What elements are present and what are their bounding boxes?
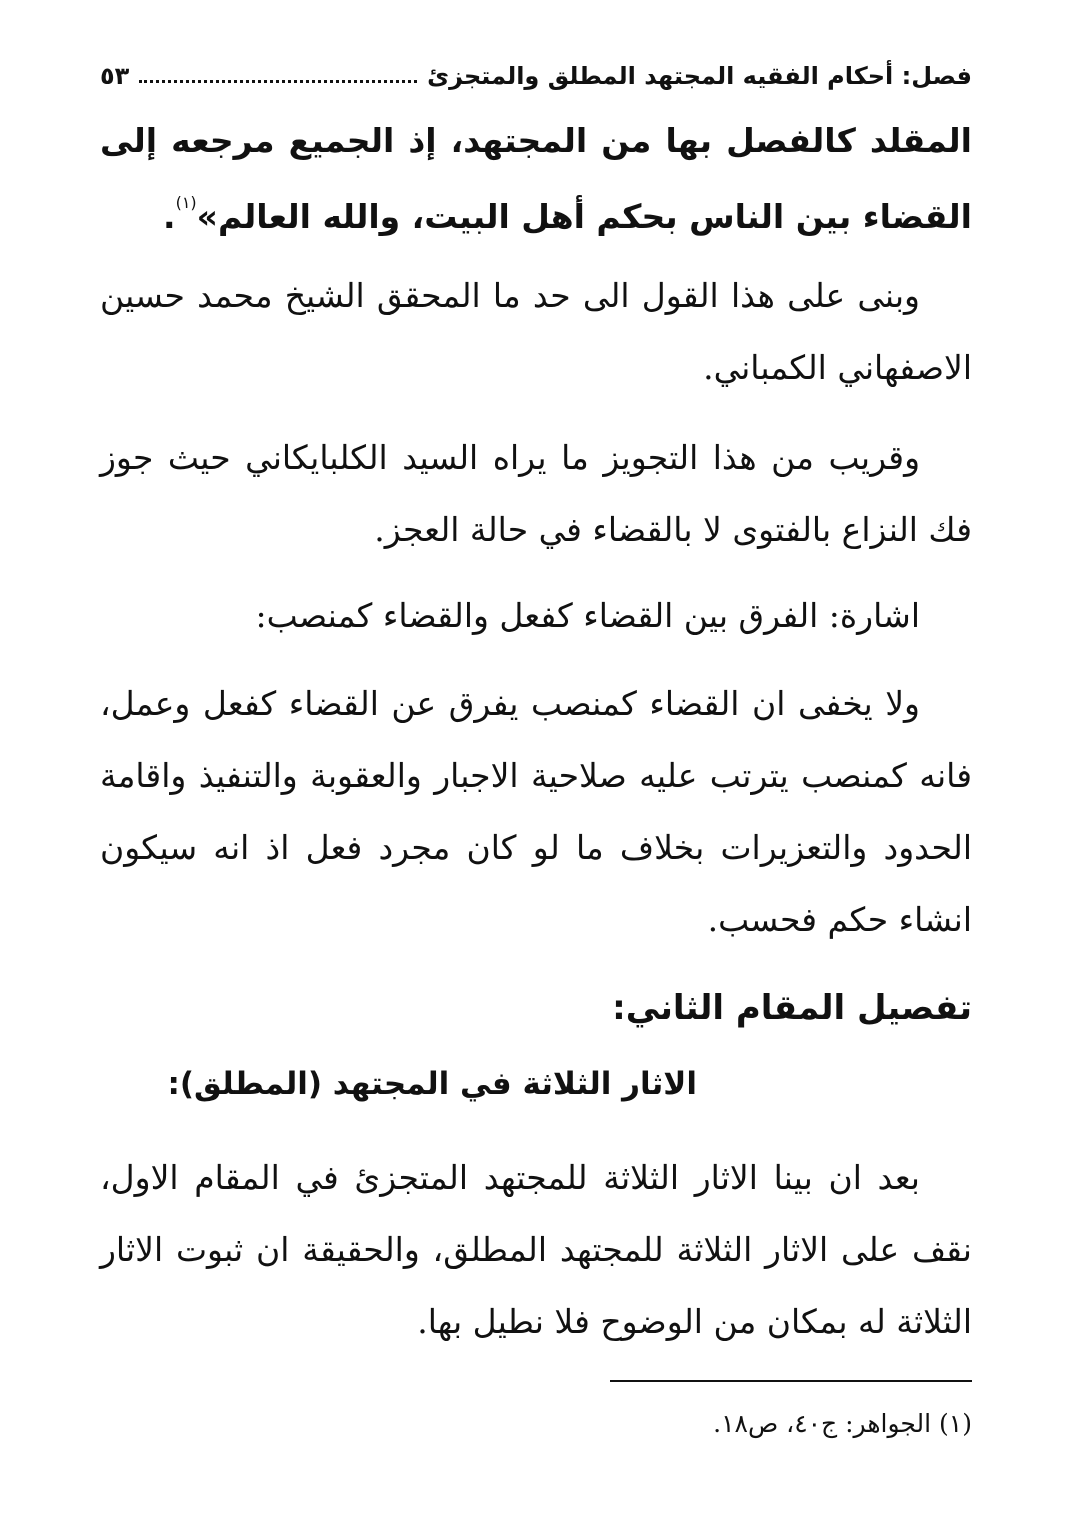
paragraph-judgeship: ولا يخفى ان القضاء كمنصب يفرق عن القضاء كفعل وعمل، فانه كمنصب يترتب عليه صلاحية الاجبار والعقوبة والتنفيذ واقامة الحدود والتعزيرات بخلاف ما لو كان مجرد فعل اذ انه سيكون انشاء حكم فحسب. [100,684,972,939]
footnote-marker: (١) [175,193,197,212]
lead-quote-end: . [163,197,176,236]
paragraph-note-heading: اشارة: الفرق بين القضاء كفعل والقضاء كمنصب: [255,596,920,635]
page-number: ٥٣ [100,62,130,90]
paragraph-golpayegani: وقريب من هذا التجويز ما يراه السيد الكلبايكاني حيث جوز فك النزاع بالفتوى لا بالقضاء في حالة العجز. [100,438,972,549]
section-heading: تفصيل المقام الثاني: [612,988,972,1028]
footnote-separator [610,1380,972,1382]
running-header [100,56,972,96]
page [100,48,972,1498]
paragraph-three-effects: بعد ان بينا الاثار الثلاثة للمجتهد المتجزئ في المقام الاول، نقف على الاثار الثلاثة للمجتهد المطلق، والحقيقة ان ثبوت الاثار الثلاثة له بمكان من الوضوح فلا نطيل بها. [100,1158,972,1341]
header-title: فصل: أحكام الفقيه المجتهد المطلق والمتجزئ [427,62,972,90]
lead-quote-body: المقلد كالفصل بها من المجتهد، إذ الجميع مرجعه إلى القضاء بين الناس بحكم أهل البيت، والله العالم» [100,121,972,236]
paragraph-isfahani: وبنى على هذا القول الى حد ما المحقق الشيخ محمد حسين الاصفهاني الكمباني. [100,276,972,387]
subsection-heading: الاثار الثلاثة في المجتهد (المطلق): [167,1066,697,1102]
lead-quote-text [100,110,972,248]
footnote-text: (١) الجواهر: ج٤٠، ص١٨. [713,1409,972,1438]
header-dot-leader [139,66,417,83]
